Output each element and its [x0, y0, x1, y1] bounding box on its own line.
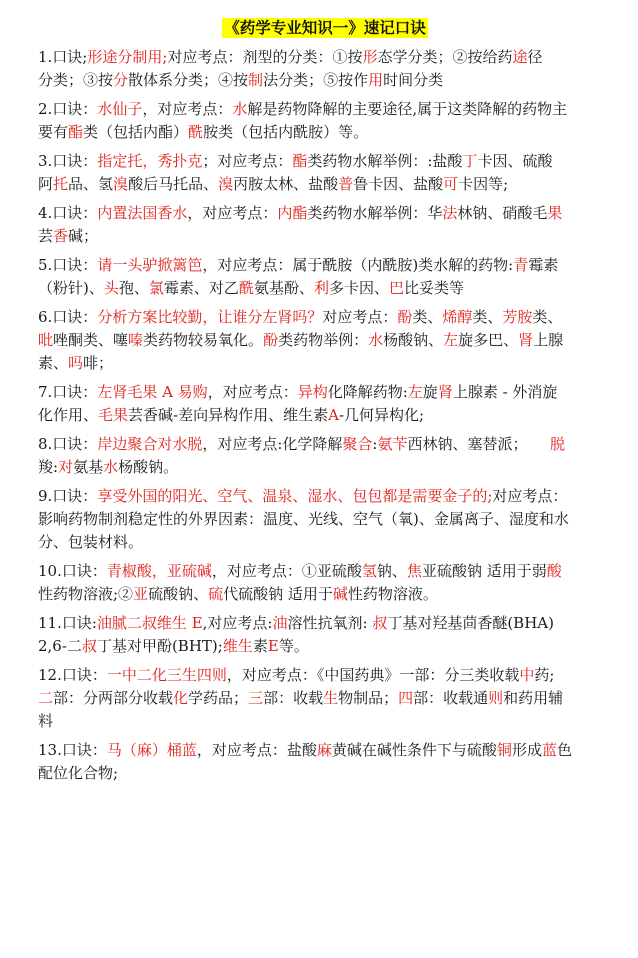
- text-segment: 态学分类；②按给药: [377, 48, 513, 66]
- mnemonic-phrase: 指定托，秀扑克: [97, 152, 203, 170]
- highlight-char: 焦: [406, 562, 422, 580]
- highlight-char: 叔: [372, 614, 388, 632]
- highlight-char: 吗: [68, 354, 84, 372]
- text-segment: 性药物溶液;②: [38, 585, 134, 603]
- mnemonic-line: [38, 456, 612, 479]
- mnemonic-item: [38, 381, 612, 427]
- text-segment: 部：收载: [263, 689, 324, 707]
- mnemonic-item: [38, 485, 612, 554]
- mnemonic-line: [38, 329, 612, 352]
- text-segment: 孢、: [118, 279, 149, 297]
- highlight-char: 肾: [518, 331, 534, 349]
- highlight-char: 烯醇: [442, 308, 473, 326]
- text-segment: 上腺素 - 外消旋: [452, 383, 558, 401]
- text-segment: ，对应考点：: [207, 383, 298, 401]
- text-segment: 色: [556, 741, 572, 759]
- highlight-char: 酰: [238, 279, 254, 297]
- text-segment: 形成: [511, 741, 542, 759]
- text-segment: 要有: [38, 123, 69, 141]
- highlight-char: A: [328, 406, 339, 424]
- highlight-char: 则: [488, 689, 504, 707]
- highlight-char: 普: [338, 175, 354, 193]
- text-segment: 法分类；⑤按作: [263, 71, 369, 89]
- highlight-char: 头: [103, 279, 119, 297]
- mnemonic-line: [38, 508, 612, 531]
- text-segment: 11.口诀:: [38, 614, 97, 632]
- text-segment: 9.口诀：: [38, 487, 98, 505]
- text-segment: 上腺: [533, 331, 564, 349]
- text-segment: ，对应考点:化学降解: [202, 435, 343, 453]
- text-segment: 类、: [472, 308, 503, 326]
- mnemonic-item: [38, 150, 612, 196]
- highlight-char: 对: [58, 458, 74, 476]
- text-segment: 卡因等;: [458, 175, 509, 193]
- highlight-char: 溴: [113, 175, 129, 193]
- text-segment: 林钠、硝酸毛: [457, 204, 548, 222]
- text-segment: 丁基对羟基茴香醚(BHA): [387, 614, 554, 632]
- text-segment: 对应考点：: [322, 308, 398, 326]
- text-segment: ；对应考点：: [202, 152, 293, 170]
- mnemonic-phrase: 内置法国香水: [97, 204, 188, 222]
- text-segment: 7.口诀：: [38, 383, 98, 401]
- text-segment: 钠、: [376, 562, 407, 580]
- text-segment: 对应考点：: [492, 487, 568, 505]
- text-segment: :: [372, 435, 378, 453]
- highlight-char: 溴: [218, 175, 234, 193]
- highlight-char: 形: [362, 48, 378, 66]
- highlight-char: 叔: [81, 637, 97, 655]
- mnemonic-line: [38, 531, 612, 554]
- highlight-char: 三: [248, 689, 264, 707]
- text-segment: 硫酸钠、: [148, 585, 209, 603]
- text-segment: ，对应考点：: [187, 204, 278, 222]
- text-segment: 卡因、硫酸: [477, 152, 553, 170]
- text-segment: 鲁卡因、盐酸: [353, 175, 444, 193]
- highlight-char: 水: [232, 100, 248, 118]
- text-segment: ，对应考点：《中国药典》一部：分三类收载: [226, 666, 520, 684]
- mnemonic-line: [38, 173, 612, 196]
- mnemonic-phrase: 请一头驴掀篱笆: [97, 256, 203, 274]
- highlight-char: E: [267, 637, 279, 655]
- mnemonic-item: [38, 664, 612, 733]
- text-segment: 类（包括内酯）: [83, 123, 189, 141]
- text-segment: 杨酸钠、: [383, 331, 444, 349]
- mnemonic-line: [38, 485, 612, 508]
- text-segment: 对应考点：剂型的分类：①按: [167, 48, 363, 66]
- mnemonic-line: [38, 710, 612, 733]
- text-segment: 类、: [412, 308, 443, 326]
- mnemonic-line: [38, 433, 612, 456]
- highlight-char: 氯: [148, 279, 164, 297]
- text-segment: 丁基对甲酚(BHT);: [96, 637, 223, 655]
- text-segment: 品、氢: [68, 175, 114, 193]
- text-segment: 芸: [38, 227, 54, 245]
- mnemonic-phrase: 左肾毛果 A 易购: [97, 383, 208, 401]
- mnemonic-line: [38, 46, 612, 69]
- mnemonic-item: [38, 433, 612, 479]
- text-segment: 6.口诀：: [38, 308, 98, 326]
- text-segment: 和药用辅: [503, 689, 564, 707]
- highlight-char: 内酯: [277, 204, 308, 222]
- highlight-char: 酸: [546, 562, 562, 580]
- text-segment: 2,6-二: [38, 637, 82, 655]
- mnemonic-phrase: 分析方案比较勤，让谁分左肾吗？: [97, 308, 323, 326]
- highlight-char: 可: [443, 175, 459, 193]
- mnemonic-line: [38, 98, 612, 121]
- text-segment: 素: [252, 637, 268, 655]
- mnemonic-line: [38, 306, 612, 329]
- mnemonic-line: [38, 560, 612, 583]
- highlight-char: 酯: [292, 152, 308, 170]
- highlight-char: 左: [443, 331, 459, 349]
- highlight-char: 蓝: [541, 741, 557, 759]
- highlight-char: 脱: [520, 435, 566, 453]
- highlight-char: 巴: [388, 279, 404, 297]
- highlight-char: 硫: [208, 585, 224, 603]
- text-segment: 分、包装材料。: [38, 533, 144, 551]
- highlight-char: 利: [313, 279, 329, 297]
- highlight-char: 酯: [68, 123, 84, 141]
- mnemonic-phrase: 青椒酸，亚硫碱: [106, 562, 212, 580]
- text-segment: 比妥类等: [404, 279, 465, 297]
- mnemonic-phrase: 一中二化三生四则: [106, 666, 227, 684]
- text-segment: 唑酮类、噻: [53, 331, 129, 349]
- text-segment: 黄碱在碱性条件下与硫酸: [331, 741, 497, 759]
- mnemonic-item: [38, 98, 612, 144]
- title-wrap: [38, 18, 612, 38]
- mnemonic-line: [38, 583, 612, 606]
- highlight-char: 生: [323, 689, 339, 707]
- highlight-char: 聚合: [342, 435, 373, 453]
- text-segment: 配位化合物;: [38, 764, 119, 782]
- text-segment: 类、: [532, 308, 563, 326]
- text-segment: -几何异构化;: [338, 406, 425, 424]
- text-segment: ，对应考点：盐酸: [196, 741, 317, 759]
- page-title: 《药学专业知识一》速记口诀: [224, 18, 426, 37]
- text-segment: （粉针)、: [38, 279, 104, 297]
- mnemonic-line: [38, 404, 612, 427]
- text-segment: 学药品；: [188, 689, 249, 707]
- highlight-char: 化: [173, 689, 189, 707]
- mnemonic-line: [38, 277, 612, 300]
- highlight-char: 氢: [361, 562, 377, 580]
- text-segment: 芸香碱-差向异构作用、维生素: [128, 406, 329, 424]
- mnemonic-phrase: 水仙子: [97, 100, 143, 118]
- mnemonic-line: [38, 352, 612, 375]
- text-segment: 类药物水解举例：华: [307, 204, 443, 222]
- highlight-char: 油: [272, 614, 288, 632]
- highlight-char: 氨苄: [377, 435, 408, 453]
- highlight-char: 酰: [188, 123, 204, 141]
- text-segment: 化作用、: [38, 406, 99, 424]
- mnemonic-phrase: 岸边聚合对水脱: [97, 435, 203, 453]
- highlight-char: 二: [38, 689, 54, 707]
- highlight-char: 用: [368, 71, 384, 89]
- text-segment: 物制品；: [338, 689, 399, 707]
- text-segment: 类药物较易氧化。: [143, 331, 264, 349]
- text-segment: ,对应考点:: [202, 614, 273, 632]
- highlight-char: 亚: [133, 585, 149, 603]
- highlight-char: 丁: [462, 152, 478, 170]
- text-segment: 性药物溶液。: [347, 585, 438, 603]
- text-segment: 8.口诀：: [38, 435, 98, 453]
- text-segment: 3.口诀：: [38, 152, 98, 170]
- highlight-char: 酚: [263, 331, 279, 349]
- text-segment: 类药物水解举例：:盐酸: [307, 152, 463, 170]
- text-segment: 胺类（包括内酰胺）等。: [203, 123, 369, 141]
- text-segment: 啡；: [83, 354, 114, 372]
- mnemonic-phrase: 油腻二叔维生 E: [96, 614, 203, 632]
- mnemonic-item: [38, 306, 612, 375]
- highlight-char: 左: [407, 383, 423, 401]
- highlight-char: 肾: [437, 383, 453, 401]
- text-segment: 溶性抗氧剂:: [287, 614, 373, 632]
- highlight-char: 法: [442, 204, 458, 222]
- text-segment: 素、: [38, 354, 69, 372]
- text-segment: 杨酸钠。: [118, 458, 179, 476]
- highlight-char: 麻: [316, 741, 332, 759]
- highlight-char: 维生: [222, 637, 253, 655]
- text-segment: 13.口诀：: [38, 741, 107, 759]
- text-segment: ，对应考点：属于酰胺（内酰胺)类水解的药物:: [202, 256, 514, 274]
- highlight-char: 芳胺: [502, 308, 533, 326]
- mnemonic-phrase: 享受外国的阳光、空气、温泉、湿水、包包都是需要金子的;: [97, 487, 493, 505]
- text-segment: 丙胺太林、盐酸: [233, 175, 339, 193]
- text-segment: ，对应考点：①亚硫酸: [211, 562, 362, 580]
- text-segment: 阿: [38, 175, 54, 193]
- text-segment: 解是药物降解的主要途径,属于这类降解的药物主: [247, 100, 568, 118]
- highlight-char: 酚: [397, 308, 413, 326]
- mnemonic-line: [38, 612, 612, 635]
- text-segment: 2.口诀：: [38, 100, 98, 118]
- text-segment: 4.口诀：: [38, 204, 98, 222]
- text-segment: 部：收载通: [413, 689, 489, 707]
- text-segment: 料: [38, 712, 54, 730]
- text-segment: 旋多巴、: [458, 331, 519, 349]
- text-segment: 碱；: [68, 227, 99, 245]
- highlight-char: 毛果: [98, 406, 129, 424]
- text-segment: 代硫酸钠 适用于: [223, 585, 333, 603]
- text-segment: 氨基酚、: [253, 279, 314, 297]
- mnemonic-line: [38, 664, 612, 687]
- highlight-char: 香: [53, 227, 69, 245]
- text-segment: 霉素: [528, 256, 559, 274]
- mnemonic-item: [38, 739, 612, 785]
- mnemonic-line: [38, 202, 612, 225]
- highlight-char: 分: [113, 71, 129, 89]
- highlight-char: 嗪: [128, 331, 144, 349]
- mnemonic-line: [38, 225, 612, 248]
- text-segment: 霉素、对乙: [163, 279, 239, 297]
- mnemonic-line: [38, 121, 612, 144]
- text-segment: 径: [527, 48, 543, 66]
- text-segment: 多卡因、: [328, 279, 389, 297]
- mnemonic-line: [38, 635, 612, 658]
- mnemonic-item: [38, 560, 612, 606]
- text-segment: 1.口诀;: [38, 48, 88, 66]
- mnemonic-line: [38, 687, 612, 710]
- text-segment: 等。: [278, 637, 309, 655]
- mnemonic-item: [38, 46, 612, 92]
- text-segment: 药;: [534, 666, 555, 684]
- mnemonic-phrase: 马（麻）桶蓝: [106, 741, 197, 759]
- text-segment: ，对应考点：: [142, 100, 233, 118]
- text-segment: 5.口诀：: [38, 256, 98, 274]
- text-segment: 部：分两部分收载: [53, 689, 174, 707]
- mnemonic-phrase: 形途分制用;: [87, 48, 168, 66]
- text-segment: 化降解药物:: [327, 383, 408, 401]
- text-segment: 旋: [422, 383, 438, 401]
- highlight-char: 吡: [38, 331, 54, 349]
- highlight-char: 碱: [332, 585, 348, 603]
- highlight-char: 水: [103, 458, 119, 476]
- text-segment: 酸后马托品、: [128, 175, 219, 193]
- highlight-char: 水: [368, 331, 384, 349]
- highlight-char: 异构: [297, 383, 328, 401]
- highlight-char: 托: [53, 175, 69, 193]
- mnemonic-item: [38, 254, 612, 300]
- text-segment: 影响药物制剂稳定性的外界因素：温度、光线、空气（氧)、金属离子、湿度和水: [38, 510, 569, 528]
- mnemonic-line: [38, 739, 612, 762]
- text-segment: 羧:: [38, 458, 59, 476]
- highlight-char: 青: [513, 256, 529, 274]
- text-segment: 亚硫酸钠 适用于弱: [421, 562, 547, 580]
- text-segment: 西林钠、塞替派；: [407, 435, 520, 453]
- text-segment: 时间分类: [383, 71, 444, 89]
- text-segment: 类药物举例：: [278, 331, 369, 349]
- highlight-char: 铜: [496, 741, 512, 759]
- highlight-char: 四: [398, 689, 414, 707]
- mnemonic-line: [38, 254, 612, 277]
- text-segment: 散体系分类；④按: [128, 71, 249, 89]
- text-segment: 12.口诀：: [38, 666, 107, 684]
- mnemonic-item: [38, 612, 612, 658]
- text-segment: 分类；③按: [38, 71, 114, 89]
- mnemonic-list: [38, 46, 612, 785]
- mnemonic-line: [38, 150, 612, 173]
- highlight-char: 中: [519, 666, 535, 684]
- highlight-char: 果: [547, 204, 563, 222]
- text-segment: 氨基: [73, 458, 104, 476]
- highlight-char: 途: [512, 48, 528, 66]
- mnemonic-line: [38, 69, 612, 92]
- text-segment: 10.口诀：: [38, 562, 107, 580]
- highlight-char: 制: [248, 71, 264, 89]
- mnemonic-item: [38, 202, 612, 248]
- mnemonic-line: [38, 762, 612, 785]
- mnemonic-line: [38, 381, 612, 404]
